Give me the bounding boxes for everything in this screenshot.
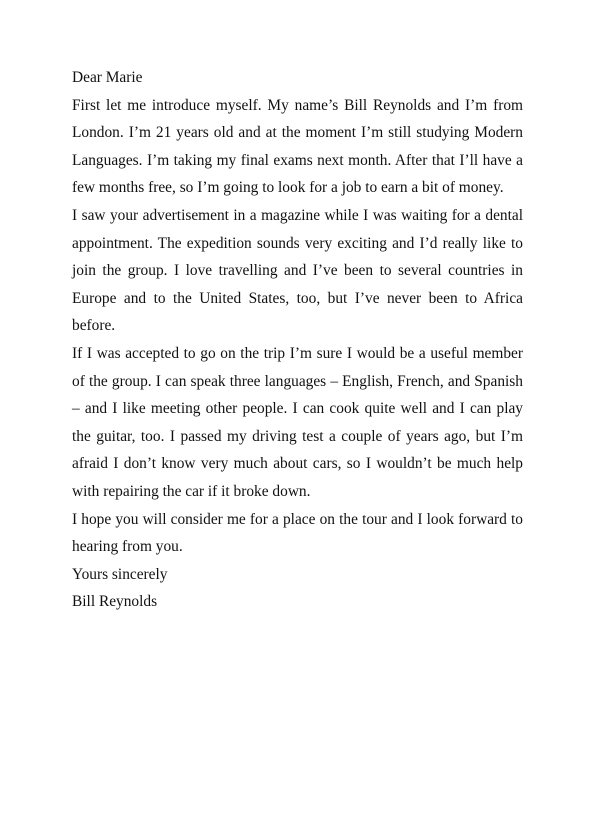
letter-closing: Yours sincerely [72,565,168,583]
letter-paragraph-qualifications: If I was accepted to go on the trip I’m sure I would be a useful member of the group. I can speak three languages – English, French, and Spanish – and I like meeting other people. I can cook quite well and I can play the guitar, too. I passed my driving test a couple of years ago, but I’m afraid I don’t know very much about cars, so I wouldn’t be much help with repairing the car if it broke down. [72,344,523,500]
letter-paragraph-introduction: First let me introduce myself. My name’s Bill Reynolds and I’m from London. I’m 21 years old and at the moment I’m still studying Modern Languages. I’m taking my final exams next month. After that I’ll have a few months free, so I’m going to look for a job to earn a bit of money. [72,96,523,197]
letter-paragraph-advertisement: I saw your advertisement in a magazine while I was waiting for a dental appointment. The expedition sounds very exciting and I’d really like to join the group. I love travelling and I’ve been to several countries in Europe and to the United States, too, but I’ve never been to Africa before. [72,206,523,335]
letter-salutation: Dear Marie [72,69,143,86]
letter-document [72,64,523,616]
letter-signature: Bill Reynolds [72,593,158,611]
letter-paragraph-closing-request: I hope you will consider me for a place on the tour and I look forward to hearing from you. [72,510,523,556]
